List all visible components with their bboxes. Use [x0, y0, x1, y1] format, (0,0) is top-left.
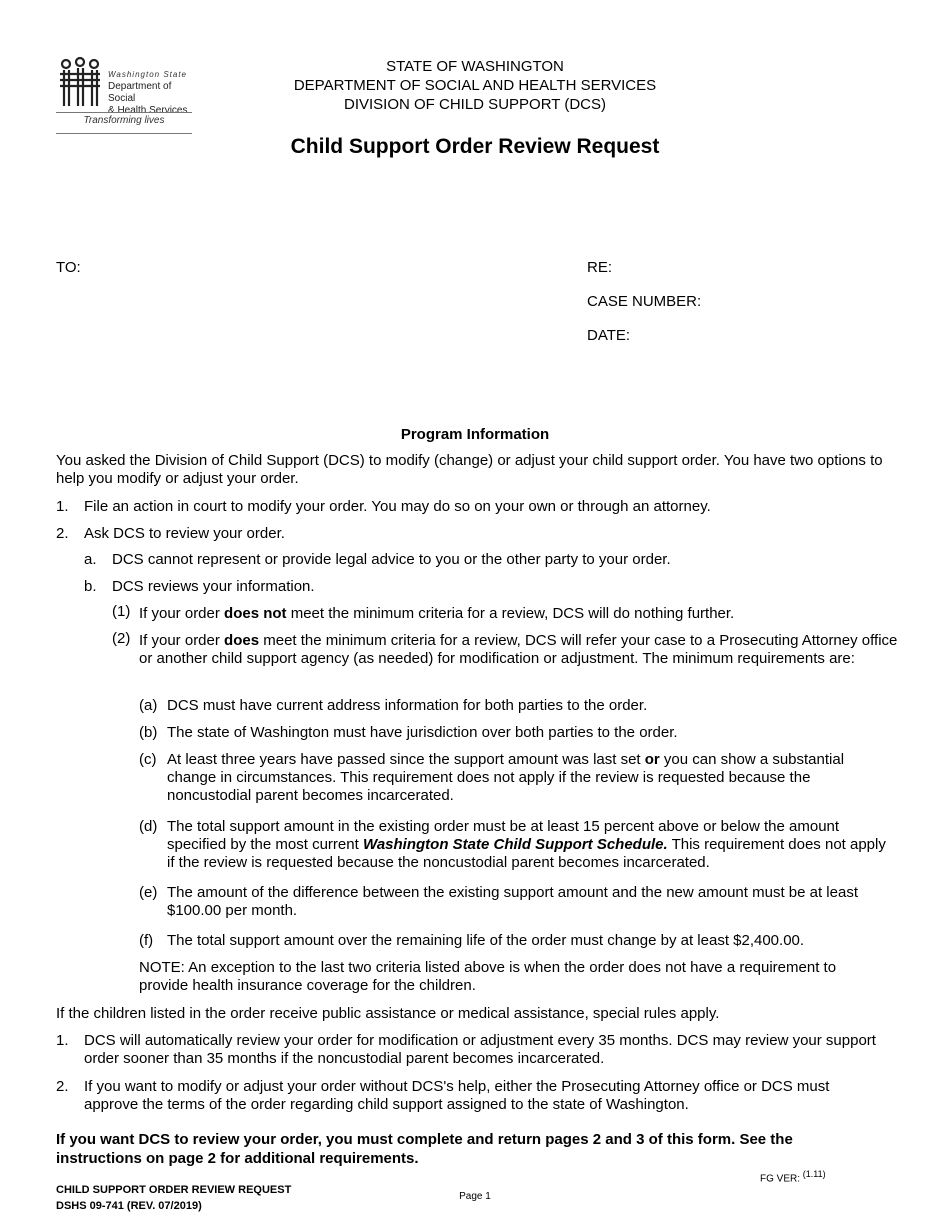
logo-state-text: Washington State	[108, 70, 188, 79]
requirement-item	[167, 751, 887, 805]
to-label: TO:	[56, 259, 81, 276]
requirement-letter: (f)	[139, 932, 154, 949]
requirement-item	[167, 818, 887, 872]
list-subnumber: (1)	[112, 603, 131, 620]
form-name: CHILD SUPPORT ORDER REVIEW REQUEST	[56, 1184, 292, 1196]
logo-dept-line2: & Health Services	[108, 105, 188, 116]
dshs-emblem-icon	[56, 56, 104, 108]
form-version	[760, 1169, 826, 1184]
list-item: File an action in court to modify your order. You may do so on your own or through an attorney.	[84, 498, 711, 515]
list-item	[139, 632, 899, 668]
re-label: RE:	[587, 259, 613, 276]
requirement-item: The amount of the difference between the existing support amount and the new amount must be at least $100.00 per month.	[167, 884, 858, 919]
list-item: If you want to modify or adjust your order without DCS's help, either the Prosecuting Attorney office or DCS must approve the terms of the order regarding child support assigned to the state of Washington.	[84, 1078, 830, 1113]
agency-header	[250, 57, 700, 114]
list-item: Ask DCS to review your order.	[84, 525, 285, 542]
text-run: The total support amount in the existing order must be at least 15 percent above or below the amount specified by the most current	[167, 818, 840, 853]
requirement-letter: (b)	[139, 724, 158, 741]
section-title: Program Information	[400, 426, 550, 443]
form-number: DSHS 09-741 (REV. 07/2019)	[56, 1200, 202, 1212]
list-letter: b.	[84, 578, 97, 595]
text-run: At least three years have passed since the support amount was last set	[167, 751, 645, 768]
text-run: If your order	[139, 605, 225, 622]
list-letter: a.	[84, 551, 97, 568]
special-rules-paragraph: If the children listed in the order receive public assistance or medical assistance, special rules apply.	[56, 1005, 720, 1022]
logo-divider-bottom	[56, 133, 192, 134]
header-department: DEPARTMENT OF SOCIAL AND HEALTH SERVICES	[293, 77, 657, 94]
header-state: STATE OF WASHINGTON	[386, 58, 564, 75]
list-subnumber: (2)	[112, 630, 131, 647]
list-item: DCS reviews your information.	[112, 578, 315, 595]
form-identifier	[56, 1182, 291, 1214]
page-title: Child Support Order Review Request	[290, 135, 660, 158]
requirement-letter: (e)	[139, 884, 158, 901]
list-item	[139, 605, 899, 623]
page-number: Page 1	[459, 1191, 491, 1202]
date-label: DATE:	[587, 327, 631, 344]
requirement-letter: (a)	[139, 697, 158, 714]
requirement-item: DCS must have current address information for both parties to the order.	[167, 697, 648, 714]
requirement-item: The total support amount over the remaining life of the order must change by at least $2,400.00.	[167, 932, 805, 949]
list-number: 1.	[56, 498, 69, 515]
case-number-label: CASE NUMBER:	[587, 293, 702, 310]
version-value: (1.11)	[802, 1169, 826, 1179]
list-number: 2.	[56, 1078, 69, 1095]
note-paragraph: NOTE: An exception to the last two criteria listed above is when the order does not have a requirement to provide health insurance coverage for the children.	[139, 959, 837, 994]
requirement-item: The state of Washington must have jurisdiction over both parties to the order.	[167, 724, 678, 741]
text-run: If your order	[139, 632, 225, 649]
logo-tagline: Transforming lives	[83, 115, 165, 126]
intro-paragraph: You asked the Division of Child Support (DCS) to modify (change) or adjust your child support order. You have two options to help you modify or adjust your order.	[56, 452, 883, 487]
emphasis-text: or	[644, 751, 660, 768]
text-run: meet the minimum criteria for a review, DCS will refer your case to a Prosecuting Attorney office or another child support agency (as needed) for modification or adjustment. The minimum requirements are:	[139, 632, 898, 667]
text-run: you can show a substantial change in circumstances. This requirement does not apply if the review is requested because the noncustodial parent becomes incarcerated.	[167, 751, 845, 804]
header-division: DIVISION OF CHILD SUPPORT (DCS)	[344, 96, 606, 113]
list-number: 1.	[56, 1032, 69, 1049]
dshs-logo	[56, 54, 192, 136]
emphasis-text: does	[224, 632, 260, 649]
logo-divider	[56, 112, 192, 113]
requirement-letter: (d)	[139, 818, 158, 835]
version-label: FG VER:	[760, 1173, 801, 1185]
emphasis-text: does not	[224, 605, 287, 622]
list-item: DCS will automatically review your order for modification or adjustment every 35 months. DCS may review your support order sooner than 35 months if the noncustodial parent becomes incarcerated.	[84, 1032, 876, 1067]
logo-dept-line1: Department of Social	[108, 81, 172, 104]
text-run: This requirement does not apply if the review is requested because the noncustodial parent becomes incarcerated.	[167, 836, 886, 871]
closing-instructions: If you want DCS to review your order, you must complete and return pages 2 and 3 of this form. See the instructions on page 2 for additional requirements.	[56, 1131, 793, 1167]
emphasis-text: Washington State Child Support Schedule.	[362, 836, 668, 853]
list-number: 2.	[56, 525, 69, 542]
requirement-letter: (c)	[139, 751, 157, 768]
text-run: meet the minimum criteria for a review, DCS will do nothing further.	[286, 605, 735, 622]
list-item: DCS cannot represent or provide legal advice to you or the other party to your order.	[112, 551, 671, 568]
